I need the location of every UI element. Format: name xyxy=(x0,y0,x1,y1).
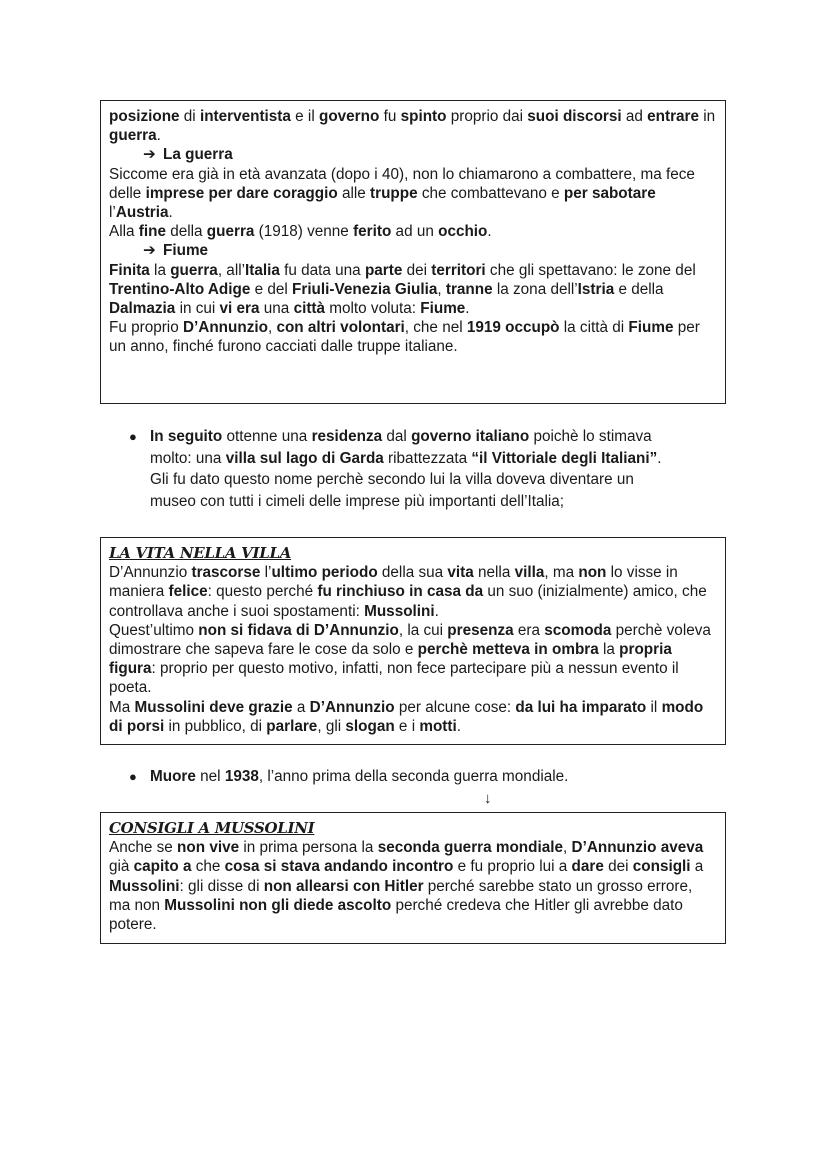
bold-text: territori xyxy=(431,261,486,279)
bold-text: motti xyxy=(419,717,457,735)
text-run: nella xyxy=(473,564,515,582)
bullet-dot-icon: ● xyxy=(129,429,137,444)
bold-text: D’Annunzio xyxy=(182,319,268,337)
text-run: la città di xyxy=(559,319,629,337)
bold-text: residenza xyxy=(311,428,383,445)
text-run: in cui xyxy=(175,300,220,318)
text-run: e della xyxy=(614,280,664,298)
bold-text: Trentino-Alto Adige xyxy=(109,280,251,298)
bold-text: propria figura xyxy=(109,641,672,678)
bold-text: posizione xyxy=(109,108,180,125)
section-title: LA VITA NELLA VILLA xyxy=(109,544,292,562)
bold-text: trascorse xyxy=(191,564,261,582)
bold-text: Mussolini deve grazie xyxy=(134,698,293,716)
bold-text: guerra xyxy=(109,127,157,145)
bold-text: imprese per dare coraggio xyxy=(145,184,338,202)
text-run: alle xyxy=(337,184,371,202)
section-title: CONSIGLI A MUSSOLINI xyxy=(109,819,315,837)
villa-paragraph-2 xyxy=(109,621,717,698)
bold-text: felice xyxy=(168,583,208,601)
villa-paragraph-1 xyxy=(109,563,717,621)
bold-text: Mussolini xyxy=(109,877,180,895)
box-vita-nella-villa xyxy=(100,537,726,745)
text-run: , ma xyxy=(544,564,579,582)
text-run: per un anno, finché furono cacciati dalle truppe italiane. xyxy=(109,319,700,356)
text-run: poichè lo stimava molto: una xyxy=(150,428,652,467)
bold-text: non si fidava di D’Annunzio xyxy=(198,621,399,639)
bold-text: fu rinchiuso in casa da xyxy=(317,583,484,601)
text-run: Alla xyxy=(109,223,139,241)
text-run: . xyxy=(156,127,161,145)
text-run: Siccome era già in età avanzata (dopo i 40), non lo chiamarono a combattere, ma fece delle xyxy=(109,165,695,202)
text-run: una xyxy=(259,300,294,318)
text-run: che combattevano e xyxy=(417,184,564,202)
text-run: , l’anno prima della seconda guerra mondiale. xyxy=(258,768,569,785)
text-run: . xyxy=(456,717,461,735)
bold-text: consigli xyxy=(632,858,691,876)
subheading-fiume xyxy=(109,241,717,260)
text-run: la zona dell’ xyxy=(492,280,578,298)
text-run: perché sarebbe stato un grosso errore, ma non xyxy=(109,877,693,914)
subheading-label: La guerra xyxy=(163,146,233,164)
bold-text: 1938 xyxy=(224,768,259,785)
text-run: , all’ xyxy=(217,261,246,279)
bold-text: tranne xyxy=(445,280,493,298)
bold-text: scomoda xyxy=(544,621,612,639)
text-run: , xyxy=(437,280,446,298)
bullet-text xyxy=(150,426,725,512)
text-run: . xyxy=(465,300,470,318)
bold-text: capito a xyxy=(133,858,192,876)
text-run: , xyxy=(563,839,572,857)
bold-text: Fiume xyxy=(628,319,674,337)
bold-text: Mussolini xyxy=(364,602,435,620)
text-run: perché credeva che Hitler gli avrebbe dato potere. xyxy=(109,896,683,934)
text-run: Anche se xyxy=(109,839,178,857)
bold-text: perchè metteva in ombra xyxy=(417,641,599,659)
text-run: . xyxy=(487,223,492,241)
text-run: era xyxy=(513,621,545,639)
bold-text: per sabotare xyxy=(563,184,656,202)
bold-text: vita xyxy=(447,564,474,582)
text-run: in pubblico, di xyxy=(164,717,267,735)
text-run: e del xyxy=(250,280,293,298)
text-run: lo visse in maniera xyxy=(109,564,678,601)
text-run: Fu proprio xyxy=(109,319,183,337)
text-run: (1918) venne xyxy=(254,223,354,241)
text-run: dal xyxy=(382,428,412,445)
guerra-paragraph-1 xyxy=(109,165,717,223)
bullet-muore xyxy=(129,766,719,788)
bold-text: D’Annunzio xyxy=(309,698,395,716)
text-run: , gli xyxy=(317,717,346,735)
text-run: . Gli fu dato questo nome perchè secondo lui la villa doveva diventare un museo con tutti i cimeli delle imprese più importanti dell’Italia; xyxy=(150,449,662,510)
text-run: che xyxy=(191,858,225,876)
bold-text: con altri volontari xyxy=(276,319,405,337)
text-run: e fu proprio lui a xyxy=(453,858,572,876)
text-run: a xyxy=(292,698,310,716)
text-run: , xyxy=(267,319,277,337)
box-consigli-a-mussolini xyxy=(100,812,726,944)
text-run: : gli disse di xyxy=(179,877,264,895)
text-run: l’ xyxy=(260,564,272,582)
text-run: D’Annunzio xyxy=(109,564,192,582)
text-run: in prima persona la xyxy=(239,839,378,857)
fiume-paragraph-2 xyxy=(109,318,717,356)
text-run: dei xyxy=(603,858,633,876)
bold-text: Muore xyxy=(150,768,196,785)
bold-text: Italia xyxy=(245,261,280,279)
bold-text: cosa si stava andando incontro xyxy=(224,858,454,876)
bold-text: In seguito xyxy=(150,428,223,445)
bold-text: vi era xyxy=(219,300,260,318)
text-run: a xyxy=(690,858,704,876)
text-run: ad xyxy=(621,108,648,125)
text-run: perchè voleva dimostrare che sapeva fare le cose da solo e xyxy=(109,621,711,659)
text-run: . xyxy=(168,204,173,222)
bold-text: seconda guerra mondiale xyxy=(377,839,564,857)
bold-text: occhio xyxy=(438,223,488,241)
text-run: Quest’ultimo xyxy=(109,621,199,639)
text-run: il xyxy=(646,698,662,716)
text-run: molto voluta: xyxy=(325,300,421,318)
bold-text: Istria xyxy=(577,280,615,298)
villa-paragraph-3 xyxy=(109,698,717,736)
bold-text: Friuli-Venezia Giulia xyxy=(292,280,438,298)
text-run: in xyxy=(699,108,716,125)
bold-text: non allearsi con Hitler xyxy=(263,877,424,895)
bullet-text xyxy=(150,766,725,788)
bold-text: dare xyxy=(571,858,604,876)
bold-text: parte xyxy=(364,261,403,279)
text-run: e i xyxy=(394,717,420,735)
bold-text: ultimo periodo xyxy=(271,564,378,582)
text-run: ottenne una xyxy=(222,428,312,445)
bold-text: guerra xyxy=(206,223,255,241)
text-run: fu xyxy=(379,108,401,125)
bold-text: Austria xyxy=(115,204,169,222)
bold-text: spinto xyxy=(400,108,447,125)
text-run: per alcune cose: xyxy=(394,698,516,716)
bold-text: villa sul lago di Garda xyxy=(225,449,384,467)
text-run: della sua xyxy=(377,564,448,582)
bold-text: Mussolini non gli diede ascolto xyxy=(164,896,392,914)
bold-text: modo di porsi xyxy=(109,698,704,735)
subheading-label: Fiume xyxy=(163,242,209,260)
text-run: e il xyxy=(290,108,319,125)
text-run: : proprio per questo motivo, infatti, non fece partecipare più a nessun evento il poeta. xyxy=(109,660,679,697)
bold-text: fine xyxy=(138,223,166,241)
text-run: fu data una xyxy=(279,261,365,279)
bold-text: governo italiano xyxy=(411,428,530,445)
text-run: già xyxy=(109,858,134,876)
text-run: . xyxy=(434,602,439,620)
bold-text: governo xyxy=(318,108,380,125)
bold-text: presenza xyxy=(447,621,514,639)
subheading-la-guerra xyxy=(109,145,717,164)
text-run: ribattezzata xyxy=(383,449,472,467)
bold-text: non vive xyxy=(177,839,240,857)
arrow-right-icon: ➔ xyxy=(143,242,156,260)
bold-text: truppe xyxy=(370,184,418,202)
bullet-dot-icon: ● xyxy=(129,769,137,784)
text-run: dei xyxy=(402,261,432,279)
bold-text: D’Annunzio aveva xyxy=(571,839,704,857)
bold-text: Fiume xyxy=(420,300,466,318)
bold-text: interventista xyxy=(199,108,291,125)
bold-text: Dalmazia xyxy=(109,300,176,318)
bold-text: non xyxy=(578,564,607,582)
bold-text: “il Vittoriale degli Italiani” xyxy=(471,449,658,467)
bold-text: villa xyxy=(514,564,545,582)
text-run: la xyxy=(598,641,620,659)
text-run: : questo perché xyxy=(207,583,318,601)
text-run: Ma xyxy=(109,698,135,716)
text-run: di xyxy=(179,108,200,125)
bold-text: slogan xyxy=(345,717,395,735)
intro-paragraph xyxy=(109,107,717,145)
text-run: della xyxy=(165,223,207,241)
bold-text: guerra xyxy=(170,261,218,279)
box-guerra-fiume xyxy=(100,100,726,404)
text-run: ad un xyxy=(391,223,439,241)
text-run: un suo (inizialmente) amico, che controllava anche i suoi spostamenti: xyxy=(109,583,707,620)
text-run: proprio dai xyxy=(446,108,528,125)
bold-text: città xyxy=(293,300,326,318)
text-run: nel xyxy=(195,768,225,785)
bold-text: parlare xyxy=(266,717,318,735)
bold-text: da lui ha imparato xyxy=(515,698,647,716)
bold-text: 1919 occupò xyxy=(466,319,560,337)
guerra-paragraph-2 xyxy=(109,222,717,241)
arrow-down-icon: ↓ xyxy=(484,790,492,807)
bullet-residenza xyxy=(129,426,719,518)
bold-text: entrare xyxy=(647,108,700,125)
text-run: l’ xyxy=(109,204,116,222)
text-run: , la cui xyxy=(398,621,448,639)
text-run: la xyxy=(149,261,171,279)
text-run: , che nel xyxy=(404,319,467,337)
fiume-paragraph-1 xyxy=(109,261,717,319)
bold-text: ferito xyxy=(353,223,392,241)
text-run: che gli spettavano: le zone del xyxy=(485,261,696,279)
bold-text: suoi discorsi xyxy=(527,108,622,125)
consigli-paragraph xyxy=(109,838,717,934)
bold-text: Finita xyxy=(109,261,150,279)
arrow-right-icon: ➔ xyxy=(143,146,156,164)
